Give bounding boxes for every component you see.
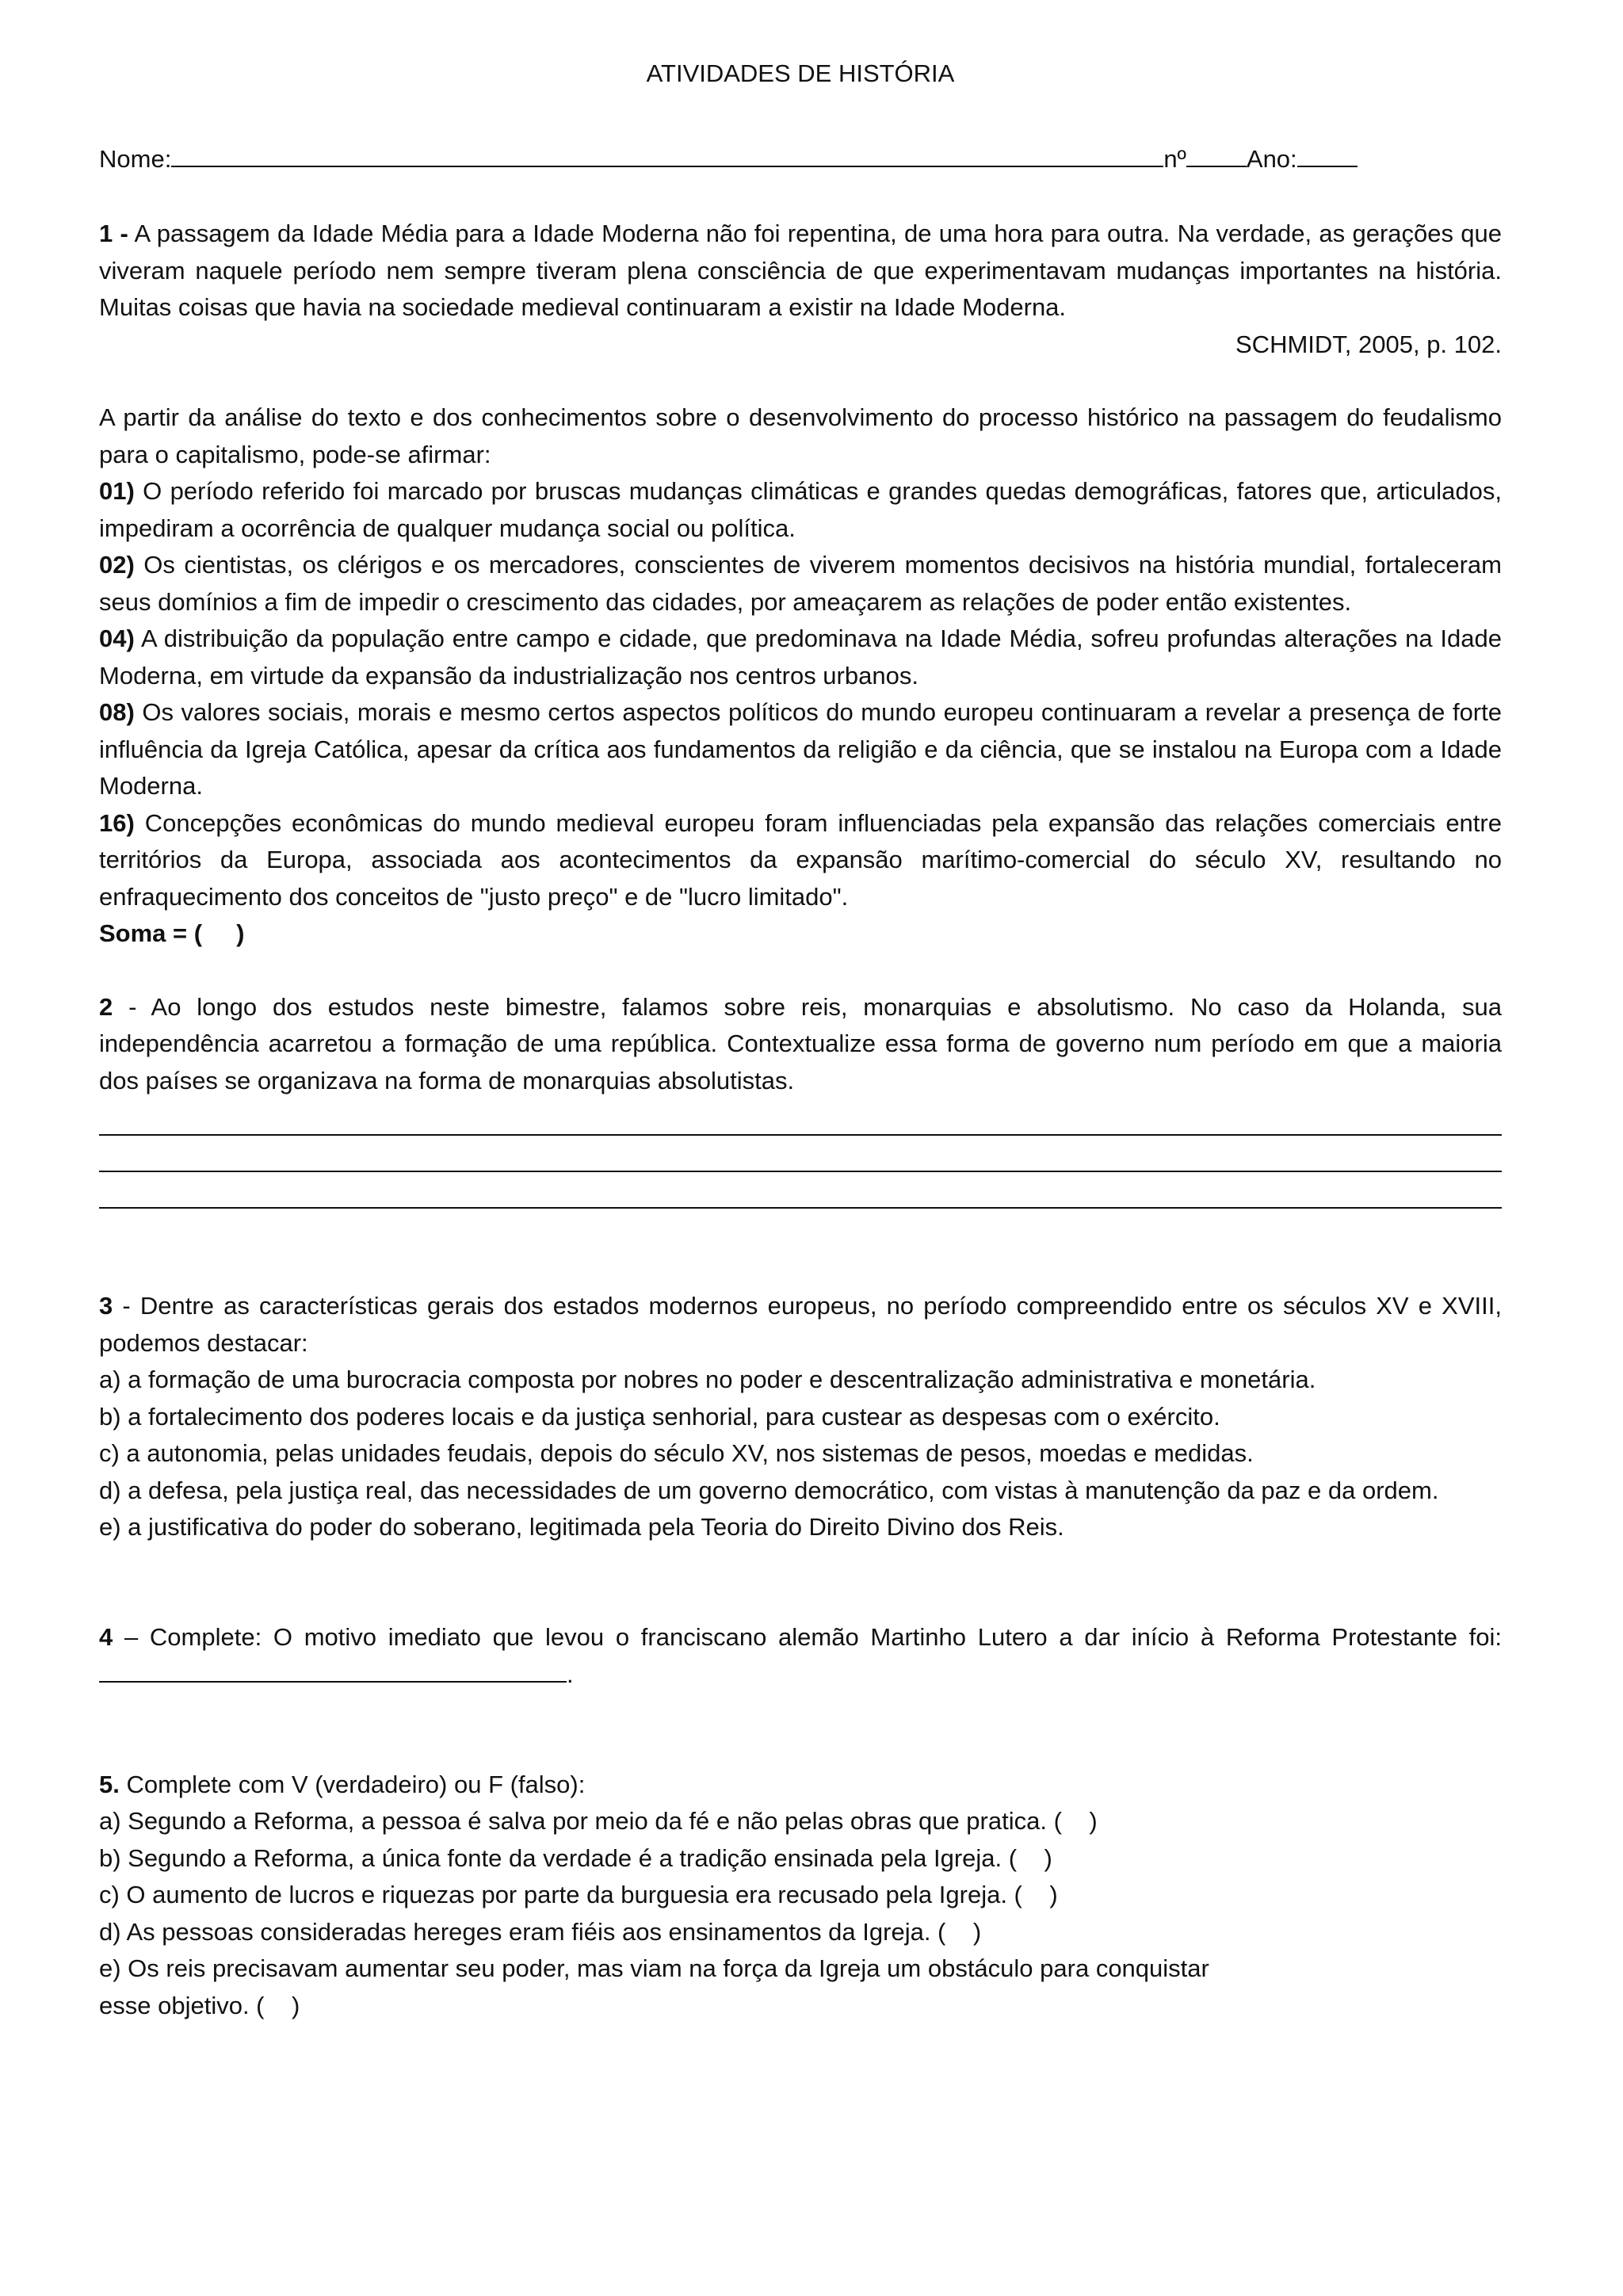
- question-1-option: [99, 805, 1502, 916]
- student-header: [99, 140, 1502, 178]
- question-5-item[interactable]: c) O aumento de lucros e riquezas por parte da burguesia era recusado pela Igreja. ( ): [99, 1881, 1058, 1908]
- number-label: nº: [1163, 144, 1186, 173]
- question-3-option: e) a justificativa do poder do soberano, legitimada pela Teoria do Direito Divino dos Reis.: [99, 1513, 1064, 1541]
- number-blank[interactable]: [1186, 140, 1247, 167]
- option-code: 02): [99, 551, 135, 579]
- question-2-number: 2: [99, 992, 113, 1021]
- question-5-body: Complete com V (verdadeiro) ou F (falso):: [126, 1770, 586, 1798]
- question-3-text: [99, 1288, 1502, 1362]
- option-code: 08): [99, 698, 135, 726]
- question-5-item: e) Os reis precisavam aumentar seu poder, mas viam na força da Igreja um obstáculo para conquistar: [99, 1954, 1209, 1982]
- question-4-text: [99, 1619, 1502, 1694]
- question-4-end: .: [567, 1660, 574, 1688]
- question-3-number: 3: [99, 1292, 113, 1320]
- answer-line[interactable]: [99, 1099, 1502, 1136]
- option-text: Concepções econômicas do mundo medieval europeu foram influenciadas pela expansão das relações comerciais entre territórios da Europa, associada aos acontecimentos da expansão marítimo-comercial do século XV, resultando no enfraquecimento dos conceitos de "justo preço" e de "lucro limitado".: [99, 808, 1502, 911]
- option-text: A distribuição da população entre campo e cidade, que predominava na Idade Média, sofreu profundas alterações na Idade Moderna, em virtude da expansão da industrialização nos centros urbanos.: [99, 625, 1503, 690]
- question-1-body: A passagem da Idade Média para a Idade Moderna não foi repentina, de uma hora para outra. Na verdade, as gerações que viveram naquele período nem sempre tiveram plena consciência de que experimentavam mudanças importantes na história. Muitas coisas que havia na sociedade medieval continuaram a existir na Idade Moderna.: [99, 220, 1503, 321]
- question-3-option: b) a fortalecimento dos poderes locais e da justiça senhorial, para custear as despesas com o exército.: [99, 1402, 1220, 1431]
- question-3-option: a) a formação de uma burocracia composta por nobres no poder e descentralização administrativa e monetária.: [99, 1366, 1316, 1393]
- question-5-item[interactable]: a) Segundo a Reforma, a pessoa é salva por meio da fé e não pelas obras que pratica. ( ): [99, 1807, 1098, 1835]
- option-text: O período referido foi marcado por bruscas mudanças climáticas e grandes quedas demográficas, fatores que, articulados, impediram a ocorrência de qualquer mudança social ou política.: [99, 477, 1502, 542]
- question-3-option: c) a autonomia, pelas unidades feudais, depois do século XV, nos sistemas de pesos, moedas e medidas.: [99, 1439, 1254, 1467]
- answer-line[interactable]: [99, 1136, 1502, 1172]
- option-text: Os valores sociais, morais e mesmo certos aspectos políticos do mundo europeu continuaram a revelar a presença de forte influência da Igreja Católica, apesar da crítica aos fundamentos da religião e da ciência, que se instalou na Europa com a Idade Moderna.: [99, 698, 1502, 800]
- answer-line[interactable]: [99, 1172, 1502, 1209]
- option-code: 16): [99, 808, 135, 837]
- question-3-body: - Dentre as características gerais dos estados modernos europeus, no período compreendido entre os séculos XV e XVIII, podemos destacar:: [99, 1292, 1502, 1357]
- question-4-answer-blank[interactable]: [99, 1656, 567, 1683]
- question-1-number: 1 -: [99, 220, 128, 247]
- question-2-body: - Ao longo dos estudos neste bimestre, falamos sobre reis, monarquias e absolutismo. No caso da Holanda, sua independência acarretou a formação de uma república. Contextualize essa forma de governo num período em que a maioria dos países se organizava na forma de monarquias absolutistas.: [99, 992, 1502, 1095]
- question-1-citation: SCHMIDT, 2005, p. 102.: [1235, 330, 1502, 358]
- option-code: 01): [99, 477, 135, 505]
- question-1-option: [99, 694, 1502, 805]
- option-text: Os cientistas, os clérigos e os mercadores, conscientes de viverem momentos decisivos na história mundial, fortaleceram seus domínios a fim de impedir o crescimento das cidades, por ameaçarem as relações de poder então existentes.: [99, 551, 1502, 616]
- question-5-item[interactable]: esse objetivo. ( ): [99, 1991, 300, 2019]
- name-label: Nome:: [99, 144, 172, 173]
- question-2-text: [99, 989, 1502, 1100]
- name-blank[interactable]: [171, 140, 1163, 167]
- year-label: Ano:: [1246, 144, 1297, 173]
- question-4-body: – Complete: O motivo imediato que levou o franciscano alemão Martinho Lutero a dar início à Reforma Protestante foi:: [124, 1622, 1502, 1651]
- question-1-option: [99, 473, 1502, 547]
- question-1-option: [99, 621, 1502, 694]
- question-5-text: [99, 1767, 1502, 1804]
- page-title: ATIVIDADES DE HISTÓRIA: [646, 59, 955, 87]
- question-1-text: [99, 216, 1502, 327]
- question-1-prompt: A partir da análise do texto e dos conhecimentos sobre o desenvolvimento do processo histórico na passagem do feudalismo para o capitalismo, pode-se afirmar:: [99, 403, 1502, 468]
- year-blank[interactable]: [1297, 140, 1358, 167]
- question-3-option: d) a defesa, pela justiça real, das necessidades de um governo democrático, com vistas à manutenção da paz e da ordem.: [99, 1476, 1439, 1504]
- worksheet-page: [99, 55, 1502, 2024]
- question-5-number: 5.: [99, 1770, 120, 1798]
- sum-answer-field[interactable]: [99, 915, 1502, 953]
- sum-label: Soma = ( ): [99, 919, 245, 947]
- option-code: 04): [99, 625, 135, 652]
- question-5-item[interactable]: d) As pessoas consideradas hereges eram fiéis aos ensinamentos da Igreja. ( ): [99, 1917, 982, 1946]
- question-5-item[interactable]: b) Segundo a Reforma, a única fonte da verdade é a tradição ensinada pela Igreja. ( ): [99, 1843, 1052, 1872]
- question-1-option: [99, 547, 1502, 621]
- question-4-number: 4: [99, 1622, 113, 1651]
